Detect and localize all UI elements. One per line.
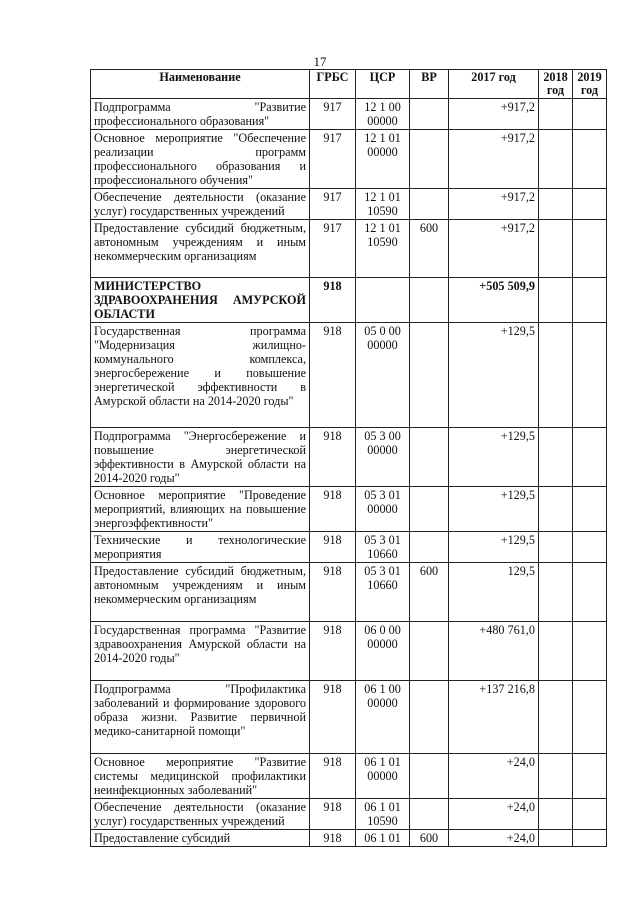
row-2017-cell: 129,5 bbox=[449, 563, 539, 622]
row-csr-cell: 06 1 01 10590 bbox=[356, 799, 410, 830]
row-2017-cell: +505 509,9 bbox=[449, 278, 539, 323]
row-vr-cell bbox=[410, 278, 449, 323]
table-row bbox=[91, 220, 607, 278]
row-csr-cell: 12 1 01 10590 bbox=[356, 220, 410, 278]
row-2017-cell: +129,5 bbox=[449, 487, 539, 532]
row-name-cell: Предоставление субсидий бюджетным, автономным учреждениям и иным некоммерческим организациям bbox=[91, 220, 310, 278]
row-2017-cell: +24,0 bbox=[449, 799, 539, 830]
table-row bbox=[91, 622, 607, 681]
row-2017-cell: +480 761,0 bbox=[449, 622, 539, 681]
row-name-cell: Государственная программа "Модернизация жилищно-коммунального комплекса, энергосбережение и повышение энергетической эффективности в Амурской области на 2014-2020 годы" bbox=[91, 323, 310, 428]
header-grbs: ГРБС bbox=[310, 70, 356, 99]
row-name-cell: Основное мероприятие "Проведение мероприятий, влияющих на повышение энергоэффективности" bbox=[91, 487, 310, 532]
row-csr-cell: 06 1 00 00000 bbox=[356, 681, 410, 754]
row-csr-cell bbox=[356, 278, 410, 323]
row-2018-cell bbox=[539, 830, 573, 847]
row-2018-cell bbox=[539, 799, 573, 830]
row-grbs-cell: 918 bbox=[310, 323, 356, 428]
row-vr-cell bbox=[410, 99, 449, 130]
table-row bbox=[91, 563, 607, 622]
row-2017-cell: +24,0 bbox=[449, 830, 539, 847]
row-2019-cell bbox=[573, 830, 607, 847]
row-2017-cell: +917,2 bbox=[449, 220, 539, 278]
row-2019-cell bbox=[573, 189, 607, 220]
row-grbs-cell: 918 bbox=[310, 278, 356, 323]
row-csr-cell: 05 3 01 00000 bbox=[356, 487, 410, 532]
row-2017-cell: +917,2 bbox=[449, 130, 539, 189]
row-csr-cell: 06 0 00 00000 bbox=[356, 622, 410, 681]
row-2018-cell bbox=[539, 189, 573, 220]
header-2018: 2018 год bbox=[539, 70, 573, 99]
row-2018-cell bbox=[539, 532, 573, 563]
row-2017-cell: +129,5 bbox=[449, 323, 539, 428]
row-vr-cell bbox=[410, 428, 449, 487]
row-grbs-cell: 918 bbox=[310, 622, 356, 681]
row-2018-cell bbox=[539, 754, 573, 799]
row-2018-cell bbox=[539, 130, 573, 189]
row-2017-cell: +24,0 bbox=[449, 754, 539, 799]
row-2019-cell bbox=[573, 754, 607, 799]
header-csr: ЦСР bbox=[356, 70, 410, 99]
row-vr-cell bbox=[410, 681, 449, 754]
row-vr-cell bbox=[410, 189, 449, 220]
row-grbs-cell: 917 bbox=[310, 220, 356, 278]
table-row bbox=[91, 532, 607, 563]
row-name-cell: Подпрограмма "Профилактика заболеваний и формирование здорового образа жизни. Развитие первичной медико-санитарной помощи" bbox=[91, 681, 310, 754]
row-grbs-cell: 917 bbox=[310, 130, 356, 189]
row-grbs-cell: 917 bbox=[310, 99, 356, 130]
row-grbs-cell: 918 bbox=[310, 428, 356, 487]
row-2018-cell bbox=[539, 681, 573, 754]
row-2018-cell bbox=[539, 323, 573, 428]
row-name-cell: Обеспечение деятельности (оказание услуг) государственных учреждений bbox=[91, 189, 310, 220]
row-2019-cell bbox=[573, 532, 607, 563]
row-2019-cell bbox=[573, 681, 607, 754]
row-vr-cell bbox=[410, 323, 449, 428]
row-csr-cell: 05 3 01 10660 bbox=[356, 563, 410, 622]
row-2017-cell: +917,2 bbox=[449, 189, 539, 220]
row-2018-cell bbox=[539, 220, 573, 278]
budget-table bbox=[90, 69, 607, 847]
row-2018-cell bbox=[539, 99, 573, 130]
table-row bbox=[91, 799, 607, 830]
row-vr-cell: 600 bbox=[410, 563, 449, 622]
row-vr-cell bbox=[410, 754, 449, 799]
row-name-cell: Обеспечение деятельности (оказание услуг) государственных учреждений bbox=[91, 799, 310, 830]
row-grbs-cell: 918 bbox=[310, 532, 356, 563]
row-vr-cell bbox=[410, 532, 449, 563]
row-csr-cell: 05 3 00 00000 bbox=[356, 428, 410, 487]
row-2019-cell bbox=[573, 99, 607, 130]
row-grbs-cell: 918 bbox=[310, 799, 356, 830]
row-name-cell: Подпрограмма "Развитие профессионального образования" bbox=[91, 99, 310, 130]
row-2018-cell bbox=[539, 622, 573, 681]
table-header-row bbox=[91, 70, 607, 99]
row-2017-cell: +137 216,8 bbox=[449, 681, 539, 754]
table-row bbox=[91, 130, 607, 189]
row-2019-cell bbox=[573, 622, 607, 681]
row-csr-cell: 06 1 01 bbox=[356, 830, 410, 847]
row-csr-cell: 12 1 00 00000 bbox=[356, 99, 410, 130]
row-csr-cell: 12 1 01 00000 bbox=[356, 130, 410, 189]
header-vr: ВР bbox=[410, 70, 449, 99]
ministry-row bbox=[91, 278, 607, 323]
row-name-cell: Государственная программа "Развитие здравоохранения Амурской области на 2014-2020 годы" bbox=[91, 622, 310, 681]
row-grbs-cell: 917 bbox=[310, 189, 356, 220]
row-grbs-cell: 918 bbox=[310, 754, 356, 799]
page-number: 17 bbox=[313, 54, 327, 69]
header-2019: 2019 год bbox=[573, 70, 607, 99]
row-2019-cell bbox=[573, 563, 607, 622]
row-2018-cell bbox=[539, 487, 573, 532]
row-2019-cell bbox=[573, 278, 607, 323]
row-2019-cell bbox=[573, 130, 607, 189]
row-2017-cell: +917,2 bbox=[449, 99, 539, 130]
row-2019-cell bbox=[573, 220, 607, 278]
row-name-cell: Основное мероприятие "Развитие системы медицинской профилактики неинфекционных заболеваний" bbox=[91, 754, 310, 799]
row-2017-cell: +129,5 bbox=[449, 428, 539, 487]
table-row bbox=[91, 189, 607, 220]
table-row bbox=[91, 428, 607, 487]
table-row bbox=[91, 681, 607, 754]
row-grbs-cell: 918 bbox=[310, 681, 356, 754]
row-2018-cell bbox=[539, 563, 573, 622]
row-vr-cell: 600 bbox=[410, 220, 449, 278]
row-name-cell: МИНИСТЕРСТВО ЗДРАВООХРАНЕНИЯ АМУРСКОЙ ОБЛАСТИ bbox=[91, 278, 310, 323]
row-csr-cell: 06 1 01 00000 bbox=[356, 754, 410, 799]
row-2019-cell bbox=[573, 487, 607, 532]
row-grbs-cell: 918 bbox=[310, 830, 356, 847]
row-name-cell: Подпрограмма "Энергосбережение и повышение энергетической эффективности в Амурской области на 2014-2020 годы" bbox=[91, 428, 310, 487]
row-name-cell: Технические и технологические мероприятия bbox=[91, 532, 310, 563]
row-2018-cell bbox=[539, 278, 573, 323]
row-2017-cell: +129,5 bbox=[449, 532, 539, 563]
row-vr-cell bbox=[410, 622, 449, 681]
table-row bbox=[91, 323, 607, 428]
header-name: Наименование bbox=[91, 70, 310, 99]
row-grbs-cell: 918 bbox=[310, 487, 356, 532]
row-vr-cell bbox=[410, 487, 449, 532]
row-name-cell: Основное мероприятие "Обеспечение реализации программ профессионального образования и профессионального обучения" bbox=[91, 130, 310, 189]
row-2019-cell bbox=[573, 428, 607, 487]
table-row bbox=[91, 99, 607, 130]
header-2017: 2017 год bbox=[449, 70, 539, 99]
row-2019-cell bbox=[573, 799, 607, 830]
row-csr-cell: 05 0 00 00000 bbox=[356, 323, 410, 428]
row-csr-cell: 05 3 01 10660 bbox=[356, 532, 410, 563]
row-vr-cell: 600 bbox=[410, 830, 449, 847]
row-grbs-cell: 918 bbox=[310, 563, 356, 622]
table-row bbox=[91, 487, 607, 532]
row-csr-cell: 12 1 01 10590 bbox=[356, 189, 410, 220]
row-name-cell: Предоставление субсидий бюджетным, автономным учреждениям и иным некоммерческим организациям bbox=[91, 563, 310, 622]
table-row bbox=[91, 830, 607, 847]
row-name-cell: Предоставление субсидий bbox=[91, 830, 310, 847]
row-vr-cell bbox=[410, 799, 449, 830]
table-row bbox=[91, 754, 607, 799]
row-vr-cell bbox=[410, 130, 449, 189]
row-2019-cell bbox=[573, 323, 607, 428]
row-2018-cell bbox=[539, 428, 573, 487]
